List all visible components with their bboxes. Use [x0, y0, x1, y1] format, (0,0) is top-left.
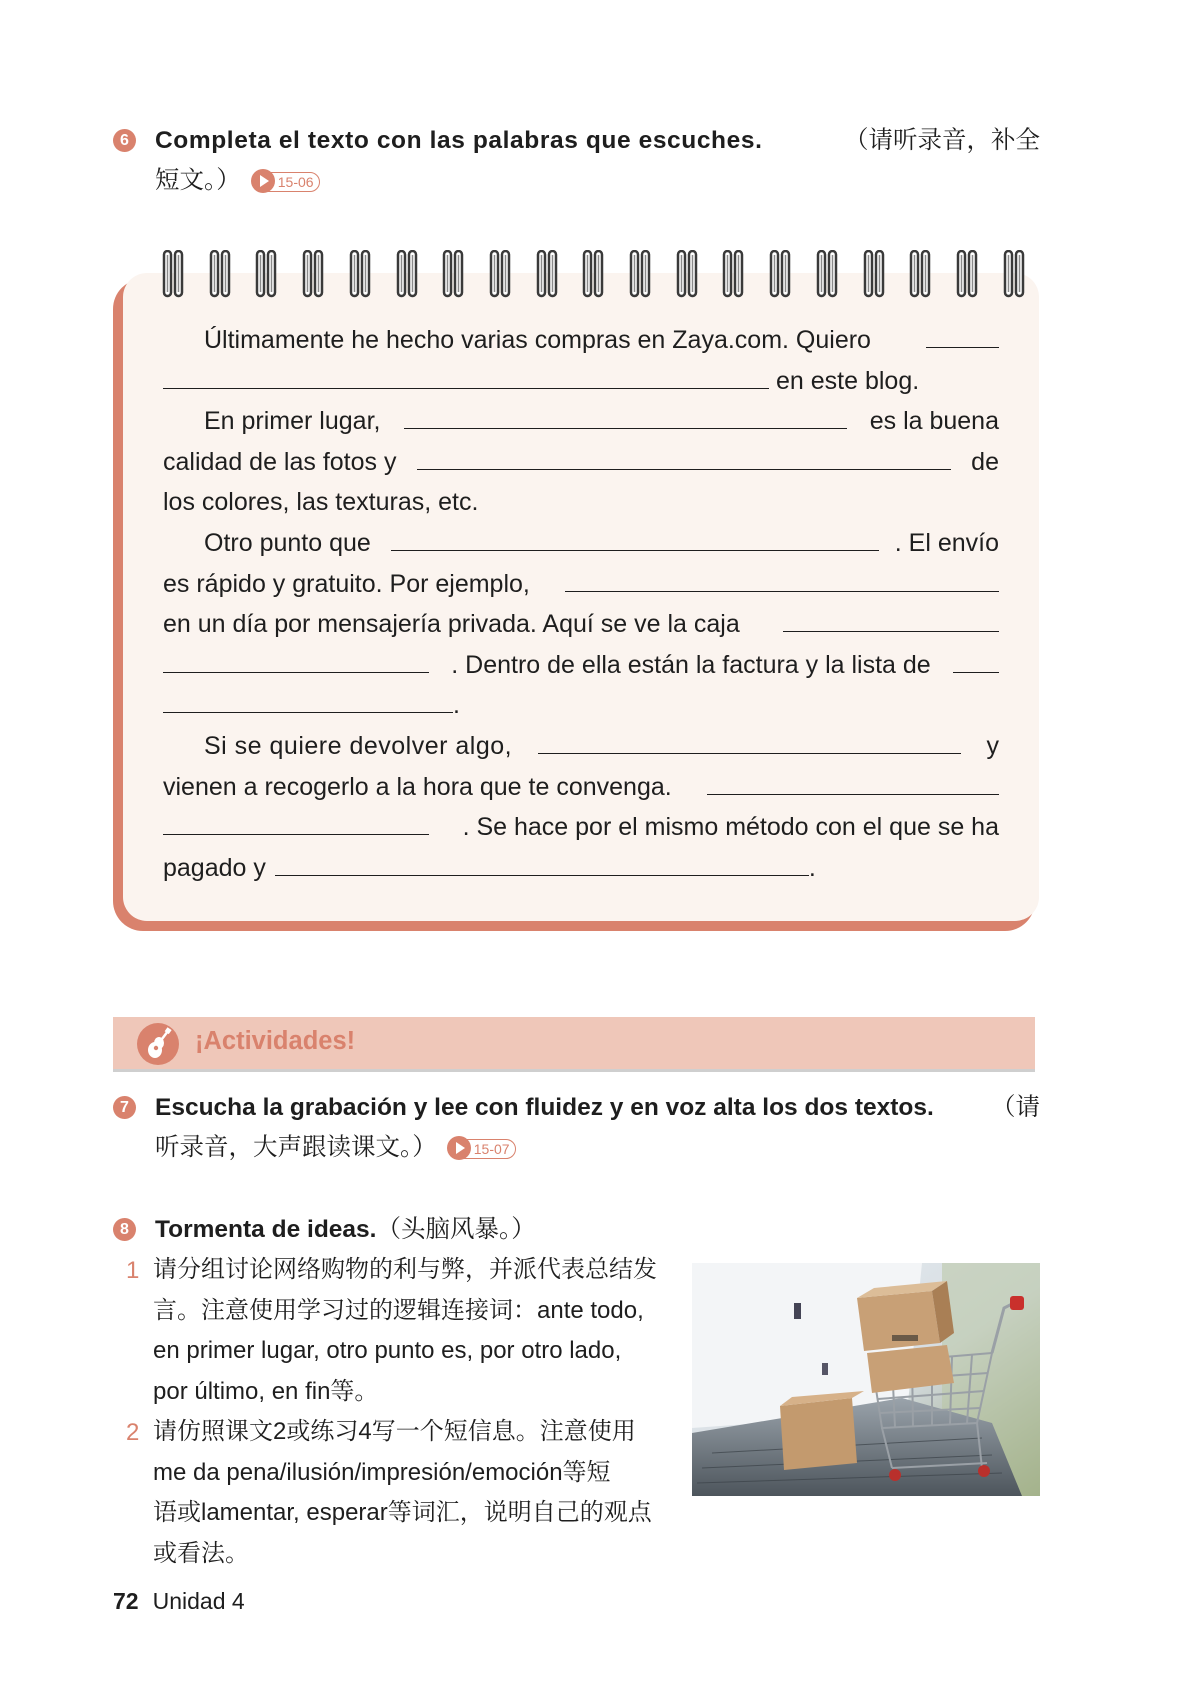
item-line: por último, en fin等。: [153, 1377, 379, 1405]
spiral-ring-icon: [487, 250, 513, 298]
spiral-ring-icon: [580, 250, 606, 298]
item-line: 请分组讨论网络购物的利与弊，并派代表总结发: [153, 1256, 657, 1283]
blank-5[interactable]: [565, 564, 999, 592]
spiral-ring-icon: [814, 250, 840, 298]
item-line: 语或lamentar, esperar等词汇，说明自己的观点: [153, 1499, 652, 1526]
item-line: 言。注意使用学习过的逻辑连接词：ante todo,: [153, 1296, 644, 1324]
item-line: me da pena/ilusión/impresión/emoción等短: [153, 1458, 611, 1486]
text-line: de: [971, 447, 999, 476]
spiral-ring-icon: [907, 250, 933, 298]
text-line: los colores, las texturas, etc.: [163, 488, 479, 517]
blank-7[interactable]: [953, 645, 999, 673]
page-number: 72: [113, 1588, 139, 1614]
item-2-number: 2: [126, 1419, 140, 1446]
spiral-ring-icon: [1001, 250, 1027, 298]
text-line: Últimamente he hecho varias compras en Zaya.com. Quiero: [204, 326, 871, 354]
exercise-8-instruction: Tormenta de ideas.: [155, 1216, 377, 1243]
blank-6-cont[interactable]: [163, 645, 429, 673]
text-line: en este blog.: [776, 366, 920, 395]
fill-in-text: [163, 320, 999, 888]
blank-7-cont[interactable]: [163, 685, 453, 713]
audio-track-15-07[interactable]: [449, 1139, 516, 1159]
unit-label: Unidad 4: [152, 1588, 245, 1614]
audio-track-label: 15-07: [473, 1140, 510, 1157]
play-icon: [251, 169, 275, 193]
exercise-8-instruction-cn: （头脑风暴。）: [376, 1216, 536, 1243]
blank-10[interactable]: [275, 848, 809, 876]
blank-4[interactable]: [391, 523, 879, 551]
item-1-number: 1: [126, 1257, 140, 1284]
spiral-ring-icon: [207, 250, 233, 298]
spiral-ring-icon: [954, 250, 980, 298]
spiral-ring-icon: [300, 250, 326, 298]
play-icon: [447, 1136, 471, 1160]
text-line: .: [808, 853, 816, 882]
blank-3[interactable]: [417, 442, 951, 470]
text-line: Otro punto que: [204, 528, 371, 557]
audio-track-15-06[interactable]: [253, 172, 320, 192]
item-line: 或看法。: [153, 1539, 249, 1567]
blank-6[interactable]: [783, 604, 999, 632]
exercise-6-instruction-cn-2: 短文。）: [155, 167, 241, 194]
text-line: calidad de las fotos y: [163, 447, 397, 476]
page-footer: [113, 1588, 245, 1615]
exercise-6-title: [155, 121, 1040, 201]
text-line: .: [453, 691, 460, 720]
activities-title: ¡Actividades!: [195, 1027, 356, 1055]
spiral-ring-icon: [534, 250, 560, 298]
guitar-icon: [137, 1023, 179, 1065]
spiral-ring-icon: [160, 250, 186, 298]
text-line: . Dentro de ella están la factura y la lista de: [451, 650, 931, 679]
blank-1[interactable]: [926, 320, 999, 348]
item-line: en primer lugar, otro punto es, por otro lado,: [153, 1337, 622, 1364]
text-line: es la buena: [869, 407, 999, 436]
item-line: 请仿照课文2或练习4写一个短信息。注意使用: [153, 1418, 636, 1445]
exercise-8-title: [155, 1210, 536, 1250]
text-line: . Se hace por el mismo método con el que se ha: [462, 813, 999, 842]
text-line: y: [986, 731, 999, 760]
blank-9[interactable]: [707, 767, 999, 795]
text-line: en un día por mensajería privada. Aquí se ve la caja: [163, 610, 740, 639]
exercise-6-number: 6: [113, 129, 136, 152]
spiral-ring-icon: [347, 250, 373, 298]
blank-2[interactable]: [404, 401, 847, 429]
spiral-ring-icon: [674, 250, 700, 298]
activities-banner: [113, 1017, 1035, 1072]
shopping-cart-photo: [692, 1263, 1040, 1496]
spiral-ring-icon: [861, 250, 887, 298]
exercise-8-number: 8: [113, 1218, 136, 1241]
blank-1-cont[interactable]: [163, 361, 769, 389]
audio-track-label: 15-06: [277, 173, 314, 190]
blank-9-cont[interactable]: [163, 807, 429, 835]
spiral-ring-icon: [720, 250, 746, 298]
text-line: En primer lugar,: [204, 407, 381, 436]
exercise-6-instruction: Completa el texto con las palabras que escuches.: [155, 127, 763, 154]
exercise-7-number: 7: [113, 1096, 136, 1119]
text-line: Si se quiere devolver algo,: [204, 731, 513, 760]
item-2-text: [153, 1412, 673, 1574]
item-1-text: [153, 1250, 673, 1412]
spiral-ring-icon: [394, 250, 420, 298]
text-line: es rápido y gratuito. Por ejemplo,: [163, 569, 530, 598]
spiral-ring-icon: [767, 250, 793, 298]
exercise-7-instruction-cn-2: 听录音，大声跟读课文。）: [155, 1134, 437, 1161]
exercise-6-instruction-cn: （请听录音，补全: [844, 127, 1040, 154]
exercise-7-instruction-cn: （请: [991, 1094, 1040, 1121]
text-line: vienen a recogerlo a la hora que te convenga.: [163, 772, 672, 801]
exercise-7-title: [155, 1088, 1040, 1168]
notebook-spiral-rings: [160, 250, 1020, 298]
spiral-ring-icon: [627, 250, 653, 298]
spiral-ring-icon: [440, 250, 466, 298]
blank-8[interactable]: [538, 726, 961, 754]
spiral-ring-icon: [253, 250, 279, 298]
text-line: pagado y: [163, 853, 266, 882]
text-line: . El envío: [894, 528, 999, 557]
exercise-7-instruction: Escucha la grabación y lee con fluidez y en voz alta los dos textos.: [155, 1094, 934, 1121]
